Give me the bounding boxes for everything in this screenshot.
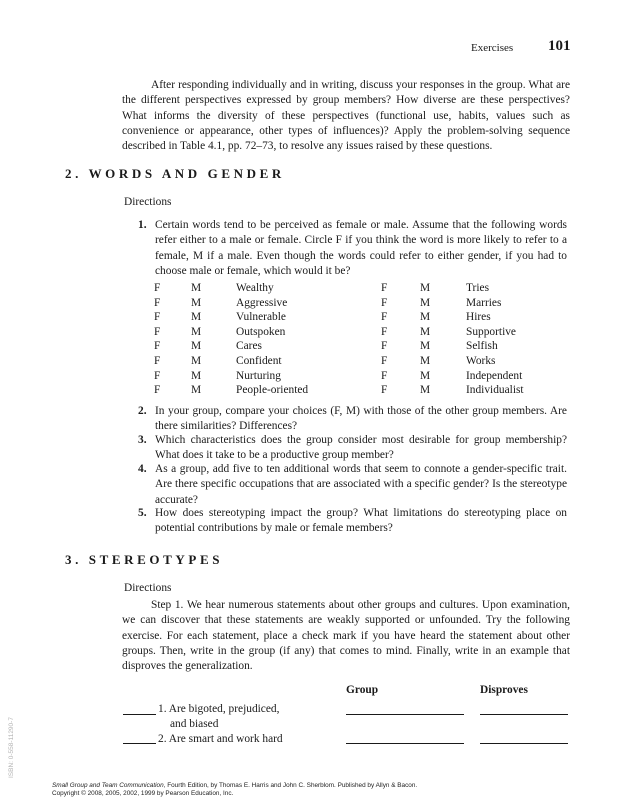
- statement-line-2: and biased: [170, 717, 219, 730]
- word: People-oriented: [236, 384, 309, 397]
- female-option[interactable]: F: [154, 282, 161, 294]
- word: Independent: [466, 369, 523, 382]
- male-option[interactable]: M: [191, 369, 202, 382]
- female-option[interactable]: F: [381, 369, 388, 382]
- word: Nurturing: [236, 369, 281, 382]
- footer-line-2: Copyright © 2008, 2005, 2002, 1999 by Pearson Education, Inc.: [52, 790, 234, 798]
- female-option[interactable]: F: [381, 355, 388, 367]
- disproves-blank[interactable]: [480, 743, 568, 744]
- check-blank[interactable]: [123, 743, 156, 744]
- intro-paragraph: After responding individually and in writing, discuss your responses in the group. What are the different perspectives expressed by group members? How diverse are these perspectives? What informs the diversity of these perspectives (functional use, habits, values such as convenience or appearance, other types of influences)? Apply the problem-solving sequence described in Table 4.1, pp. 72–73, to resolve any issues raised by these questions.: [122, 79, 570, 153]
- question-2: [138, 404, 568, 435]
- word: Confident: [236, 355, 282, 367]
- word-row: [0, 282, 617, 297]
- word: Works: [466, 355, 496, 367]
- word: Cares: [236, 340, 262, 353]
- question-text: How does stereotyping impact the group? What limitations do stereotyping place on potential contributions by male or female members?: [155, 507, 567, 535]
- word-row: [0, 384, 617, 399]
- word-row: [0, 370, 617, 385]
- word: Supportive: [466, 325, 516, 338]
- word: Selfish: [466, 340, 498, 353]
- margin-isbn: [8, 680, 20, 780]
- book-title: Small Group and Team Communication: [52, 782, 164, 789]
- word-row: [0, 297, 617, 312]
- word-list-table: [0, 282, 617, 400]
- question-number: 1.: [138, 219, 147, 231]
- female-option[interactable]: F: [154, 311, 161, 324]
- female-option[interactable]: F: [154, 369, 161, 382]
- female-option[interactable]: F: [381, 384, 388, 397]
- word-row: [0, 355, 617, 370]
- question-1: [138, 218, 568, 280]
- word: Individualist: [466, 384, 524, 397]
- section-heading-words-and-gender: 2. WORDS AND GENDER: [65, 166, 285, 181]
- female-option[interactable]: F: [381, 282, 388, 294]
- word: Outspoken: [236, 325, 286, 338]
- word-row: [0, 326, 617, 341]
- male-option[interactable]: M: [420, 282, 431, 294]
- group-blank[interactable]: [346, 714, 464, 715]
- directions-label: Directions: [124, 196, 172, 208]
- female-option[interactable]: F: [381, 311, 388, 324]
- running-header-section: Exercises: [471, 42, 514, 54]
- word: Wealthy: [236, 282, 274, 294]
- column-header-group: Group: [346, 684, 379, 696]
- male-option[interactable]: M: [420, 325, 431, 338]
- male-option[interactable]: M: [420, 296, 431, 309]
- word: Vulnerable: [236, 311, 286, 324]
- male-option[interactable]: M: [420, 355, 431, 367]
- female-option[interactable]: F: [381, 340, 388, 353]
- question-number: 5.: [138, 507, 147, 519]
- question-4: [138, 462, 568, 508]
- step-1-paragraph: Step 1. We hear numerous statements about other groups and cultures. Upon examination, we can discover that these statements are weakly supported or unfounded. Try the following exercise. For each statement, place a check mark if you have heard the statement about other groups. Then, write in the group (if any) that comes to mind. Finally, write in an example that disproves the generalization.: [122, 599, 570, 673]
- word: Tries: [466, 282, 490, 294]
- statement-line-1: 2. Are smart and work hard: [158, 733, 283, 745]
- column-header-disproves: Disproves: [480, 684, 528, 696]
- question-text: In your group, compare your choices (F, M) with those of the other group members. Are there similarities? Differences?: [155, 405, 567, 433]
- male-option[interactable]: M: [191, 340, 202, 353]
- footer-line-1-rest: , Fourth Edition, by Thomas E. Harris and John C. Sherblom. Published by Allyn & Bacon.: [163, 782, 418, 789]
- question-5: [138, 506, 568, 537]
- male-option[interactable]: M: [420, 369, 431, 382]
- statement-line-1: 1. Are bigoted, prejudiced,: [158, 703, 280, 715]
- word-row: [0, 311, 617, 326]
- female-option[interactable]: F: [154, 296, 161, 309]
- copyright-footer: [52, 782, 417, 799]
- question-text: Which characteristics does the group consider most desirable for group membership? What does it take to be a productive group member?: [155, 434, 567, 462]
- female-option[interactable]: F: [381, 325, 388, 338]
- male-option[interactable]: M: [420, 384, 431, 397]
- group-blank[interactable]: [346, 743, 464, 744]
- male-option[interactable]: M: [191, 296, 202, 309]
- word: Hires: [466, 311, 491, 324]
- female-option[interactable]: F: [154, 355, 161, 367]
- female-option[interactable]: F: [154, 340, 161, 353]
- disproves-blank[interactable]: [480, 714, 568, 715]
- male-option[interactable]: M: [191, 282, 202, 294]
- stereotype-item-2: [120, 732, 580, 752]
- page-number: 101: [548, 38, 571, 54]
- question-number: 2.: [138, 405, 147, 417]
- section-heading-stereotypes: 3. STEREOTYPES: [65, 552, 224, 567]
- check-blank[interactable]: [123, 714, 156, 715]
- word-row: [0, 340, 617, 355]
- isbn-text: ISBN: 0-558-11290-7: [8, 717, 15, 778]
- male-option[interactable]: M: [191, 384, 202, 397]
- directions-label: Directions: [124, 582, 172, 594]
- female-option[interactable]: F: [154, 325, 161, 338]
- male-option[interactable]: M: [420, 340, 431, 353]
- question-number: 4.: [138, 463, 147, 475]
- male-option[interactable]: M: [420, 311, 431, 324]
- female-option[interactable]: F: [381, 296, 388, 309]
- male-option[interactable]: M: [191, 311, 202, 324]
- question-text: Certain words tend to be perceived as female or male. Assume that the following words refer either to a male or female. Circle F if you think the word is more likely to refer to a female, M if a male. Even though the words could refer to either gender, if you had to choose male or female, which would it be?: [155, 219, 567, 277]
- question-number: 3.: [138, 434, 147, 446]
- word: Marries: [466, 296, 502, 309]
- question-text: As a group, add five to ten additional words that seem to connote a gender-specific trait. Are there specific occupations that are associated with a specific gender? Is the stereotype accurate?: [155, 463, 567, 506]
- male-option[interactable]: M: [191, 325, 202, 338]
- question-3: [138, 433, 568, 464]
- female-option[interactable]: F: [154, 384, 161, 397]
- word: Aggressive: [236, 296, 288, 309]
- male-option[interactable]: M: [191, 355, 202, 367]
